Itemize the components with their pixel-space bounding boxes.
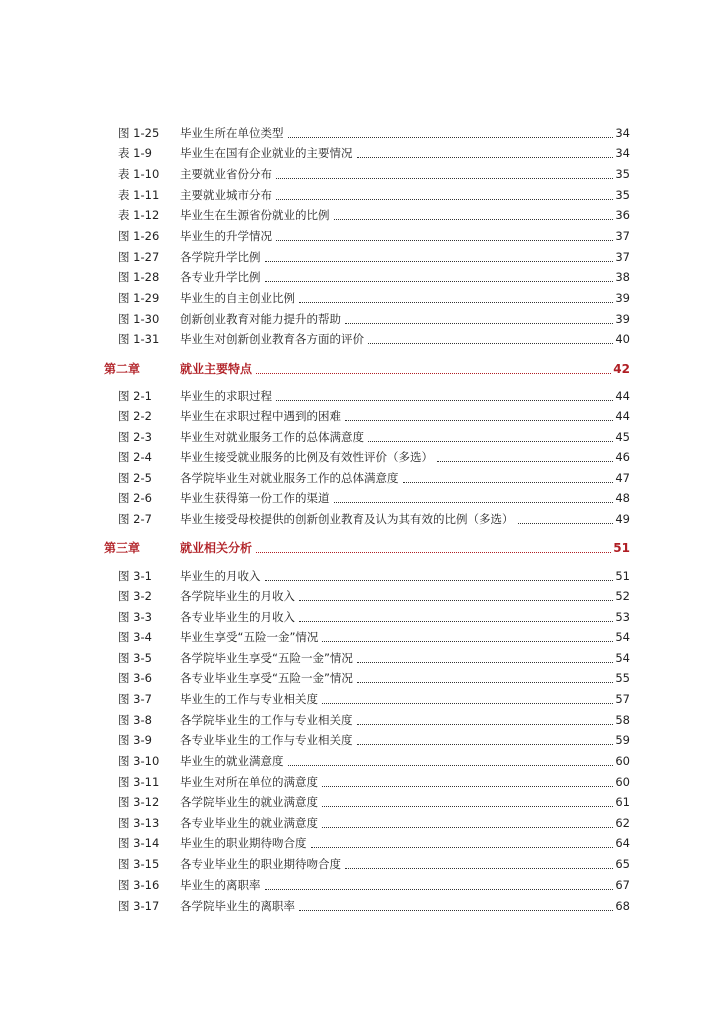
toc-entry-title: 各专业毕业生的就业满意度 <box>180 816 318 830</box>
toc-entry-page: 42 <box>613 362 630 376</box>
toc-entry-label: 图 2-6 <box>118 491 152 505</box>
toc-entry-label: 图 1-30 <box>118 312 160 326</box>
toc-entry-label: 图 2-1 <box>118 389 152 403</box>
toc-entry-title: 毕业生的自主创业比例 <box>180 291 295 305</box>
toc-entry-title: 主要就业省份分布 <box>180 167 272 181</box>
toc-entry-page: 44 <box>615 409 630 423</box>
toc-entry-title: 各专业毕业生的工作与专业相关度 <box>180 733 353 747</box>
toc-entry-label: 图 3-6 <box>118 671 152 685</box>
toc-entry-label: 图 2-2 <box>118 409 152 423</box>
toc-entry-label: 图 2-7 <box>118 512 152 526</box>
toc-entry-row[interactable] <box>0 248 724 266</box>
toc-dot-leader <box>357 682 613 683</box>
toc-entry-title: 毕业生接受就业服务的比例及有效性评价（多选） <box>180 450 433 464</box>
toc-entry-title: 毕业生的就业满意度 <box>180 754 284 768</box>
toc-entry-row[interactable] <box>0 731 724 749</box>
toc-entry-label: 图 3-7 <box>118 692 152 706</box>
toc-dot-leader <box>345 323 613 324</box>
toc-entry-page: 61 <box>615 795 630 809</box>
toc-entry-page: 48 <box>615 491 630 505</box>
toc-dot-leader <box>357 724 613 725</box>
toc-entry-page: 54 <box>615 630 630 644</box>
toc-entry-label: 表 1-12 <box>118 208 160 222</box>
toc-entry-label: 图 2-5 <box>118 471 152 485</box>
toc-entry-page: 67 <box>615 878 630 892</box>
toc-entry-label: 图 3-9 <box>118 733 152 747</box>
toc-entry-label: 图 3-16 <box>118 878 160 892</box>
toc-entry-page: 35 <box>615 167 630 181</box>
toc-entry-page: 37 <box>615 229 630 243</box>
toc-dot-leader <box>265 261 613 262</box>
toc-entry-page: 37 <box>615 250 630 264</box>
toc-entry-title: 毕业生对就业服务工作的总体满意度 <box>180 430 364 444</box>
toc-entry-page: 54 <box>615 651 630 665</box>
toc-entry-row[interactable] <box>0 567 724 585</box>
toc-entry-row[interactable] <box>0 165 724 183</box>
toc-entry-title: 各学院毕业生享受“五险一金”情况 <box>180 651 353 665</box>
toc-entry-row[interactable] <box>0 897 724 915</box>
toc-entry-title: 各学院毕业生的就业满意度 <box>180 795 318 809</box>
toc-entry-label: 图 3-15 <box>118 857 160 871</box>
toc-entry-row[interactable] <box>0 628 724 646</box>
toc-entry-label: 表 1-9 <box>118 146 152 160</box>
toc-entry-label: 图 3-13 <box>118 816 160 830</box>
toc-entry-label: 第三章 <box>104 541 141 555</box>
toc-dot-leader <box>357 662 613 663</box>
toc-dot-leader <box>357 157 613 158</box>
toc-entry-title: 各学院毕业生的工作与专业相关度 <box>180 713 353 727</box>
toc-dot-leader <box>276 400 613 401</box>
toc-entry-title: 毕业生对所在单位的满意度 <box>180 775 318 789</box>
toc-entry-page: 44 <box>615 389 630 403</box>
toc-entry-row[interactable] <box>0 669 724 687</box>
toc-entry-row[interactable] <box>0 289 724 307</box>
toc-entry-label: 表 1-11 <box>118 188 160 202</box>
toc-entry-row[interactable] <box>0 814 724 832</box>
toc-dot-leader <box>518 523 613 524</box>
toc-entry-page: 55 <box>615 671 630 685</box>
toc-entry-label: 图 3-12 <box>118 795 160 809</box>
toc-entry-row[interactable] <box>0 387 724 405</box>
toc-entry-label: 图 3-4 <box>118 630 152 644</box>
toc-dot-leader <box>265 281 613 282</box>
toc-entry-page: 49 <box>615 512 630 526</box>
toc-entry-page: 53 <box>615 610 630 624</box>
toc-entry-label: 表 1-10 <box>118 167 160 181</box>
toc-entry-title: 各专业毕业生享受“五险一金”情况 <box>180 671 353 685</box>
toc-dot-leader <box>276 240 613 241</box>
toc-entry-row[interactable] <box>0 510 724 528</box>
toc-entry-row[interactable] <box>0 587 724 605</box>
toc-dot-leader <box>357 744 613 745</box>
toc-entry-title: 各学院毕业生的离职率 <box>180 899 295 913</box>
toc-entry-label: 图 1-25 <box>118 126 160 140</box>
toc-entry-page: 52 <box>615 589 630 603</box>
toc-entry-label: 图 3-10 <box>118 754 160 768</box>
toc-entry-title: 毕业生所在单位类型 <box>180 126 284 140</box>
toc-entry-title: 各学院毕业生的月收入 <box>180 589 295 603</box>
toc-entry-page: 34 <box>615 146 630 160</box>
toc-dot-leader <box>265 580 613 581</box>
toc-dot-leader <box>368 343 613 344</box>
toc-entry-row[interactable] <box>0 330 724 348</box>
toc-dot-leader <box>276 178 613 179</box>
toc-dot-leader <box>299 621 613 622</box>
toc-chapter-row[interactable] <box>0 539 724 557</box>
toc-entry-label: 图 3-1 <box>118 569 152 583</box>
toc-dot-leader <box>256 552 611 553</box>
toc-entry-row[interactable] <box>0 793 724 811</box>
toc-dot-leader <box>322 827 613 828</box>
toc-entry-title: 就业主要特点 <box>180 362 253 376</box>
toc-entry-row[interactable] <box>0 649 724 667</box>
toc-entry-page: 46 <box>615 450 630 464</box>
toc-entry-page: 58 <box>615 713 630 727</box>
toc-entry-label: 图 1-27 <box>118 250 160 264</box>
toc-entry-title: 创新创业教育对能力提升的帮助 <box>180 312 341 326</box>
toc-entry-title: 毕业生在生源省份就业的比例 <box>180 208 330 222</box>
toc-entry-label: 图 2-4 <box>118 450 152 464</box>
toc-entry-label: 图 1-31 <box>118 332 160 346</box>
toc-entry-label: 第二章 <box>104 362 141 376</box>
toc-dot-leader <box>299 302 613 303</box>
toc-entry-row[interactable] <box>0 489 724 507</box>
toc-entry-page: 47 <box>615 471 630 485</box>
toc-entry-row[interactable] <box>0 144 724 162</box>
toc-dot-leader <box>265 889 613 890</box>
toc-entry-title: 毕业生的求职过程 <box>180 389 272 403</box>
toc-entry-row[interactable] <box>0 876 724 894</box>
toc-entry-row[interactable] <box>0 268 724 286</box>
toc-entry-row[interactable] <box>0 407 724 425</box>
toc-entry-page: 36 <box>615 208 630 222</box>
toc-entry-page: 40 <box>615 332 630 346</box>
toc-entry-title: 就业相关分析 <box>180 541 253 555</box>
toc-entry-page: 60 <box>615 754 630 768</box>
toc-entry-label: 图 3-14 <box>118 836 160 850</box>
toc-entry-page: 68 <box>615 899 630 913</box>
toc-dot-leader <box>403 482 613 483</box>
toc-entry-page: 57 <box>615 692 630 706</box>
toc-entry-row[interactable] <box>0 711 724 729</box>
toc-entry-title: 各专业升学比例 <box>180 270 261 284</box>
toc-dot-leader <box>345 868 613 869</box>
toc-entry-label: 图 1-29 <box>118 291 160 305</box>
toc-entry-page: 62 <box>615 816 630 830</box>
toc-entry-row[interactable] <box>0 773 724 791</box>
toc-entry-row[interactable] <box>0 608 724 626</box>
toc-entry-page: 45 <box>615 430 630 444</box>
toc-dot-leader <box>288 765 613 766</box>
toc-entry-row[interactable] <box>0 428 724 446</box>
toc-entry-title: 毕业生的月收入 <box>180 569 261 583</box>
toc-entry-page: 39 <box>615 291 630 305</box>
toc-entry-label: 图 3-8 <box>118 713 152 727</box>
toc-entry-row[interactable] <box>0 469 724 487</box>
toc-entry-row[interactable] <box>0 206 724 224</box>
toc-entry-label: 图 3-11 <box>118 775 160 789</box>
toc-entry-page: 35 <box>615 188 630 202</box>
toc-entry-title: 毕业生的职业期待吻合度 <box>180 836 307 850</box>
toc-entry-row[interactable] <box>0 834 724 852</box>
toc-entry-page: 38 <box>615 270 630 284</box>
toc-entry-row[interactable] <box>0 310 724 328</box>
toc-entry-title: 毕业生在求职过程中遇到的困难 <box>180 409 341 423</box>
toc-entry-title: 毕业生的离职率 <box>180 878 261 892</box>
toc-entry-row[interactable] <box>0 227 724 245</box>
toc-entry-page: 39 <box>615 312 630 326</box>
toc-entry-title: 毕业生对创新创业教育各方面的评价 <box>180 332 364 346</box>
toc-dot-leader <box>322 641 613 642</box>
toc-entry-title: 毕业生获得第一份工作的渠道 <box>180 491 330 505</box>
toc-entry-row[interactable] <box>0 690 724 708</box>
toc-dot-leader <box>299 600 613 601</box>
toc-dot-leader <box>288 137 613 138</box>
toc-dot-leader <box>322 806 613 807</box>
toc-entry-title: 毕业生在国有企业就业的主要情况 <box>180 146 353 160</box>
toc-entry-row[interactable] <box>0 124 724 142</box>
toc-dot-leader <box>334 502 613 503</box>
toc-entry-title: 毕业生享受“五险一金”情况 <box>180 630 319 644</box>
toc-entry-label: 图 1-26 <box>118 229 160 243</box>
toc-dot-leader <box>276 199 613 200</box>
toc-entry-page: 51 <box>615 569 630 583</box>
toc-entry-title: 毕业生接受母校提供的创新创业教育及认为其有效的比例（多选） <box>180 512 514 526</box>
toc-entry-title: 各学院毕业生对就业服务工作的总体满意度 <box>180 471 399 485</box>
toc-entry-label: 图 2-3 <box>118 430 152 444</box>
toc-dot-leader <box>322 786 613 787</box>
toc-entry-row[interactable] <box>0 186 724 204</box>
toc-dot-leader <box>256 373 611 374</box>
toc-dot-leader <box>437 461 613 462</box>
toc-entry-row[interactable] <box>0 855 724 873</box>
toc-dot-leader <box>311 847 613 848</box>
toc-entry-title: 主要就业城市分布 <box>180 188 272 202</box>
toc-entry-title: 各专业毕业生的职业期待吻合度 <box>180 857 341 871</box>
toc-chapter-row[interactable] <box>0 360 724 378</box>
toc-dot-leader <box>368 441 613 442</box>
toc-entry-title: 毕业生的升学情况 <box>180 229 272 243</box>
toc-entry-title: 毕业生的工作与专业相关度 <box>180 692 318 706</box>
toc-entry-page: 64 <box>615 836 630 850</box>
toc-entry-page: 65 <box>615 857 630 871</box>
toc-entry-title: 各专业毕业生的月收入 <box>180 610 295 624</box>
toc-entry-label: 图 1-28 <box>118 270 160 284</box>
toc-entry-page: 51 <box>613 541 630 555</box>
toc-entry-label: 图 3-2 <box>118 589 152 603</box>
toc-entry-label: 图 3-5 <box>118 651 152 665</box>
toc-entry-row[interactable] <box>0 752 724 770</box>
toc-entry-page: 59 <box>615 733 630 747</box>
toc-entry-page: 34 <box>615 126 630 140</box>
toc-entry-page: 60 <box>615 775 630 789</box>
toc-entry-row[interactable] <box>0 448 724 466</box>
toc-dot-leader <box>345 420 613 421</box>
toc-dot-leader <box>322 703 613 704</box>
toc-entry-title: 各学院升学比例 <box>180 250 261 264</box>
toc-dot-leader <box>334 219 613 220</box>
toc-entry-label: 图 3-3 <box>118 610 152 624</box>
toc-dot-leader <box>299 910 613 911</box>
toc-entry-label: 图 3-17 <box>118 899 160 913</box>
